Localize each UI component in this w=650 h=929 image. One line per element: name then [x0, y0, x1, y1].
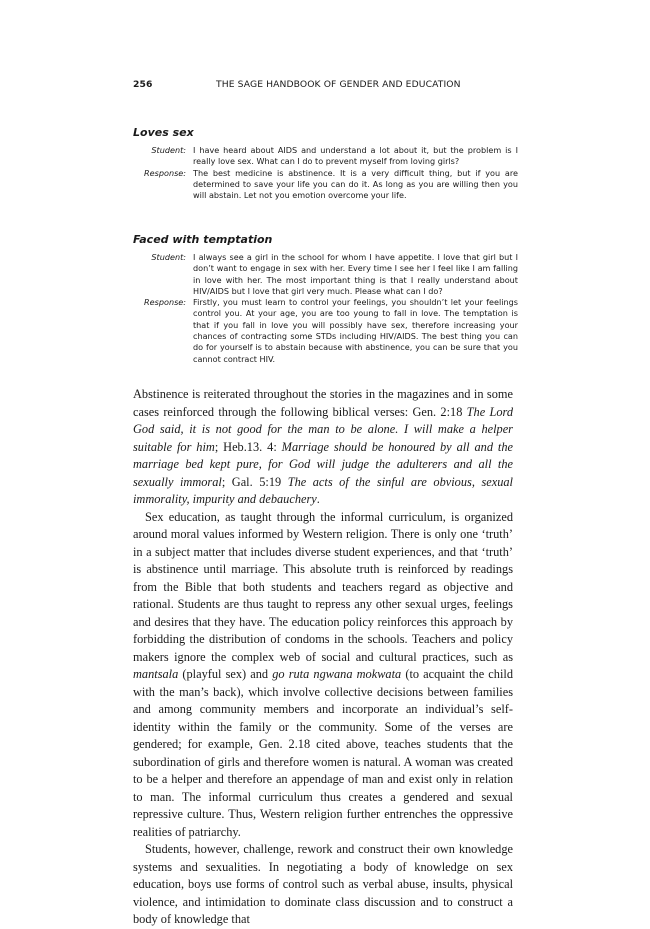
- text-run: ; Gal. 5:19: [221, 474, 288, 489]
- speaker-text: Firstly, you must learn to control your feelings, you shouldn’t let your feelings control you. At your age, you are too young to fall in love. The temptation is that if you fall in love you will possibly have sex, therefore increasing your chances of contracting some STDs including HIV/AIDS. The best thing you can do for yourself is to abstain because with abstinence, you can be sure that you cannot contract HIV.: [193, 297, 518, 364]
- speaker-label: Student:: [151, 252, 186, 262]
- speaker-text: I have heard about AIDS and understand a lot about it, but the problem is I really love sex. What can I do to prevent myself from loving girls?: [193, 145, 518, 167]
- scripture-quote: The acts of the sinful are obvious, sexual immorality, impurity and debauchery: [133, 474, 513, 506]
- speaker-label: Student:: [151, 145, 186, 155]
- scripture-quote: The Lord God said, it is not good for the man to be alone. I will make a helper suitable for him: [133, 404, 514, 454]
- text-run: .: [316, 492, 320, 506]
- speaker-label: Response:: [144, 297, 186, 308]
- speaker-label: Response:: [144, 167, 186, 178]
- exchange-response: [133, 297, 518, 365]
- speaker-text: I always see a girl in the school for whom I have appetite. I love that girl but I don’t want to engage in sex with her. Every time I see her I feel like I am falling in love with her. The most important thing is that I really understand about HIV/AIDS but I love that girl very much. Please what can I do?: [193, 252, 518, 296]
- text-run: (to acquaint the child with the man’s back), which involve collective decisions between families and among community members and incorporate an individual’s self-identity within the family or the community. Some of the verses are gendered; for example, Gen. 2.18 cited above, teaches students that the subordination of girls and therefore women is natural. A woman was created to be a helper and therefore an appendage of man and exist only in relation to man. The informal curriculum thus creates a gendered and sexual repressive culture. Thus, Western religion further entrenches the oppressive realities of patriarchy.: [133, 667, 513, 839]
- paragraph-1: [133, 386, 513, 509]
- term-italic: go ruta ngwana mokwata: [272, 667, 402, 681]
- section-title: Loves sex: [133, 126, 194, 139]
- section-faced-with-temptation: [133, 233, 518, 365]
- body-text: [133, 386, 513, 929]
- text-run: ; Heb.13. 4:: [214, 439, 282, 454]
- section-title: Faced with temptation: [133, 233, 273, 246]
- exchange-student: [133, 145, 518, 168]
- text-run: Abstinence is reiterated throughout the stories in the magazines and in some cases reinforced through the following biblical verses: Gen. 2:18: [133, 387, 513, 419]
- paragraph-3: Students, however, challenge, rework and construct their own knowledge systems and sexualities. In negotiating a body of knowledge on sex education, boys use forms of control such as verbal abuse, insults, physical violence, and intimidation to dominate class discussion and to construct a body of knowledge that: [133, 842, 513, 926]
- exchange-student: [133, 252, 518, 297]
- section-loves-sex: [133, 126, 518, 201]
- scripture-quote: Marriage should be honoured by all and the marriage bed kept pure, for God will judge the adulterers and all the sexually immoral: [133, 439, 513, 489]
- running-title: THE SAGE HANDBOOK OF GENDER AND EDUCATION: [216, 79, 461, 90]
- text-run: (playful sex) and: [178, 667, 273, 681]
- page-number: 256: [133, 79, 153, 90]
- text-run: Sex education, as taught through the informal curriculum, is organized around moral values informed by Western religion. There is only one ‘truth’ in a subject matter that includes diverse student experiences, and that ‘truth’ is abstinence until marriage. This absolute truth is reinforced by readings from the Bible that both students and teachers regard as objective and rational. Students are thus taught to repress any other sexual urges, feelings and desires that they have. The education policy reinforces this approach by forbidding the distribution of condoms in the schools. Teachers and policy makers ignore the complex web of social and cultural practices, such as: [133, 509, 513, 664]
- exchange-response: [133, 167, 518, 202]
- term-italic: mantsala: [133, 667, 179, 681]
- speaker-text: The best medicine is abstinence. It is a very difficult thing, but if you are determined to save your life you can do it. As long as you are willing then you will abstain. Let not you emotion overcome your life.: [193, 167, 518, 201]
- paragraph-2: [133, 509, 513, 842]
- running-header: [133, 79, 513, 90]
